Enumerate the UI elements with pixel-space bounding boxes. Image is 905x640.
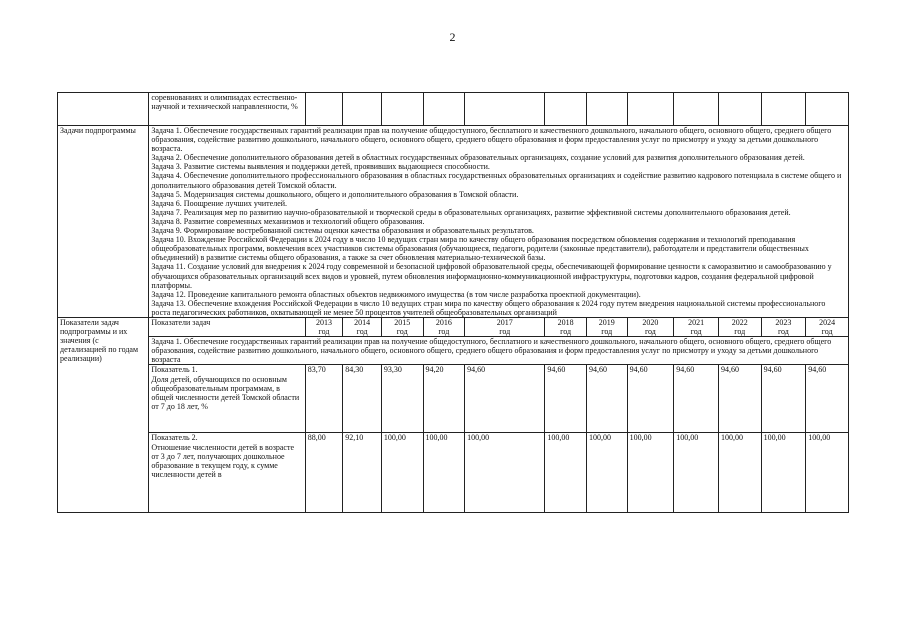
task-item: Задача 8. Развитие современных механизмов и технологий общего образования. bbox=[151, 216, 425, 226]
year-header: 2015 год bbox=[381, 317, 423, 336]
year-header: 2016 год bbox=[423, 317, 465, 336]
value-cell: 83,70 bbox=[305, 365, 343, 433]
value-cell: 100,00 bbox=[627, 433, 674, 513]
tasks-list bbox=[149, 126, 849, 318]
table-cell bbox=[58, 93, 149, 126]
year-header: 2022 год bbox=[718, 317, 761, 336]
value-cell: 93,30 bbox=[381, 365, 423, 433]
task-item: Задача 1. Обеспечение государственных гарантий реализации прав на получение общедоступного, бесплатного и качественного дошкольного, начального общего, основного общего, среднего общего образования, содействие развитию дошкольного, начального общего, основного общего, среднего общего образования и форм предоставления услуг по присмотру и уходу за детьми дошкольного возраста. bbox=[151, 126, 832, 154]
value-cell: 100,00 bbox=[718, 433, 761, 513]
value-cell: 100,00 bbox=[761, 433, 806, 513]
table-row bbox=[58, 317, 849, 336]
value-cell: 94,60 bbox=[586, 365, 627, 433]
indicator-description: соревнованиях и олимпиадах естественно-научной и технической направленности, % bbox=[149, 93, 305, 126]
task-item: Задача 10. Вхождение Российской Федерации к 2024 году в число 10 ведущих стран мира по качеству общего образования посредством обновления содержания и технологий преподавания общеобразовательных программ, вовлечения всех участников системы образования (обучающиеся, педагоги, родители (законные представители), работодатели и представители общественных объединений) в развитие системы общего образования, а также за счет обновления материально-технической базы. bbox=[151, 235, 809, 263]
year-header: 2023 год bbox=[761, 317, 806, 336]
value-cell: 94,20 bbox=[423, 365, 465, 433]
year-header: 2017 год bbox=[465, 317, 545, 336]
indicators-label: Показатели задач подпрограммы и их значения (с детализацией по годам реализации) bbox=[58, 317, 149, 512]
value-cell: 94,60 bbox=[465, 365, 545, 433]
value-cell: 94,60 bbox=[674, 365, 719, 433]
task-item: Задача 13. Обеспечение вхождения Российской Федерации в число 10 ведущих стран мира по качеству общего образования к 2024 году путем внедрения национальной системы профессионального роста педагогических работников, охватывающей не менее 50 процентов учителей общеобразовательных организаций bbox=[151, 298, 826, 317]
value-cell: 94,60 bbox=[627, 365, 674, 433]
value-cell: 94,60 bbox=[718, 365, 761, 433]
subprogram-passport-table bbox=[57, 92, 849, 583]
value-cell: 94,60 bbox=[545, 365, 587, 433]
indicator-description: Показатель 2. Отношение численности детей в возрасте от 3 до 7 лет, получающих дошкольное образование в текущем году, к сумме численности детей в bbox=[149, 433, 305, 513]
tasks-label: Задачи подпрограммы bbox=[58, 126, 149, 318]
value-cell: 100,00 bbox=[806, 433, 849, 513]
task-item: Задача 4. Обеспечение дополнительного профессионального образования в областных государственных образовательных организациях и содействие развитию кадрового потенциала в системе общего и дополнительного образования детей Томской области. bbox=[151, 171, 842, 190]
year-header: 2019 год bbox=[586, 317, 627, 336]
value-cell: 100,00 bbox=[586, 433, 627, 513]
task-item: Задача 6. Поощрение лучших учителей. bbox=[151, 198, 288, 208]
year-header: 2024 год bbox=[806, 317, 849, 336]
value-cell: 94,60 bbox=[806, 365, 849, 433]
table-row bbox=[58, 93, 849, 126]
value-cell: 100,00 bbox=[465, 433, 545, 513]
year-header: 2021 год bbox=[674, 317, 719, 336]
task-item: Задача 12. Проведение капитального ремонта областных объектов недвижимого имущества (в том числе разработка проектной документации). bbox=[151, 289, 641, 299]
year-header: 2014 год bbox=[343, 317, 382, 336]
task-item: Задача 3. Развитие системы выявления и поддержки детей, проявивших выдающиеся способности. bbox=[151, 162, 490, 172]
task-item: Задача 11. Создание условий для внедрения к 2024 году современной и безопасной цифровой образовательной среды, обеспечивающей формирование ценности к саморазвитию и самообразованию у обучающихся образовательных организаций всех видов и уровней, путем обновления информационно-коммуникационной инфраструктуры, подготовки кадров, создания федеральной цифровой платформы. bbox=[151, 262, 832, 290]
table-row bbox=[58, 126, 849, 318]
value-cell: 100,00 bbox=[423, 433, 465, 513]
year-header: 2013 год bbox=[305, 317, 343, 336]
value-cell: 92,10 bbox=[343, 433, 382, 513]
value-cell: 88,00 bbox=[305, 433, 343, 513]
page-number: 2 bbox=[449, 30, 456, 44]
indicator-description: Показатель 1. Доля детей, обучающихся по основным общеобразовательным программам, в общей численности детей Томской области от 7 до 18 лет, % bbox=[149, 365, 305, 433]
value-cell: 100,00 bbox=[674, 433, 719, 513]
table-row bbox=[58, 365, 849, 433]
year-header: 2020 год bbox=[627, 317, 674, 336]
value-cell: 100,00 bbox=[381, 433, 423, 513]
table-row bbox=[58, 433, 849, 513]
task-item: Задача 9. Формирование востребованной системы оценки качества образования и образовательных результатов. bbox=[151, 226, 534, 236]
value-cell: 94,60 bbox=[761, 365, 806, 433]
task-item: Задача 7. Реализация мер по развитию научно-образовательной и творческой среды в образовательных организациях, развитие эффективной системы дополнительного образования детей. bbox=[151, 207, 791, 217]
value-cell: 100,00 bbox=[545, 433, 587, 513]
task-item: Задача 2. Обеспечение дополнительного образования детей в областных государственных образовательных организациях, создание условий для развития дополнительного образования детей. bbox=[151, 153, 805, 163]
table-row bbox=[58, 337, 849, 365]
year-header: 2018 год bbox=[545, 317, 587, 336]
indicators-header: Показатели задач bbox=[149, 317, 305, 336]
task-heading: Задача 1. Обеспечение государственных гарантий реализации прав на получение общедоступного, бесплатного и качественного дошкольного, начального общего, основного общего, среднего общего образования, содействие развитию дошкольного, начального общего, основного общего, среднего общего образования и форм предоставления услуг по присмотру и уходу за детьми дошкольного возраста bbox=[149, 337, 849, 365]
value-cell: 84,30 bbox=[343, 365, 382, 433]
task-item: Задача 5. Модернизация системы дошкольного, общего и дополнительного образования в Томской области. bbox=[151, 189, 519, 199]
